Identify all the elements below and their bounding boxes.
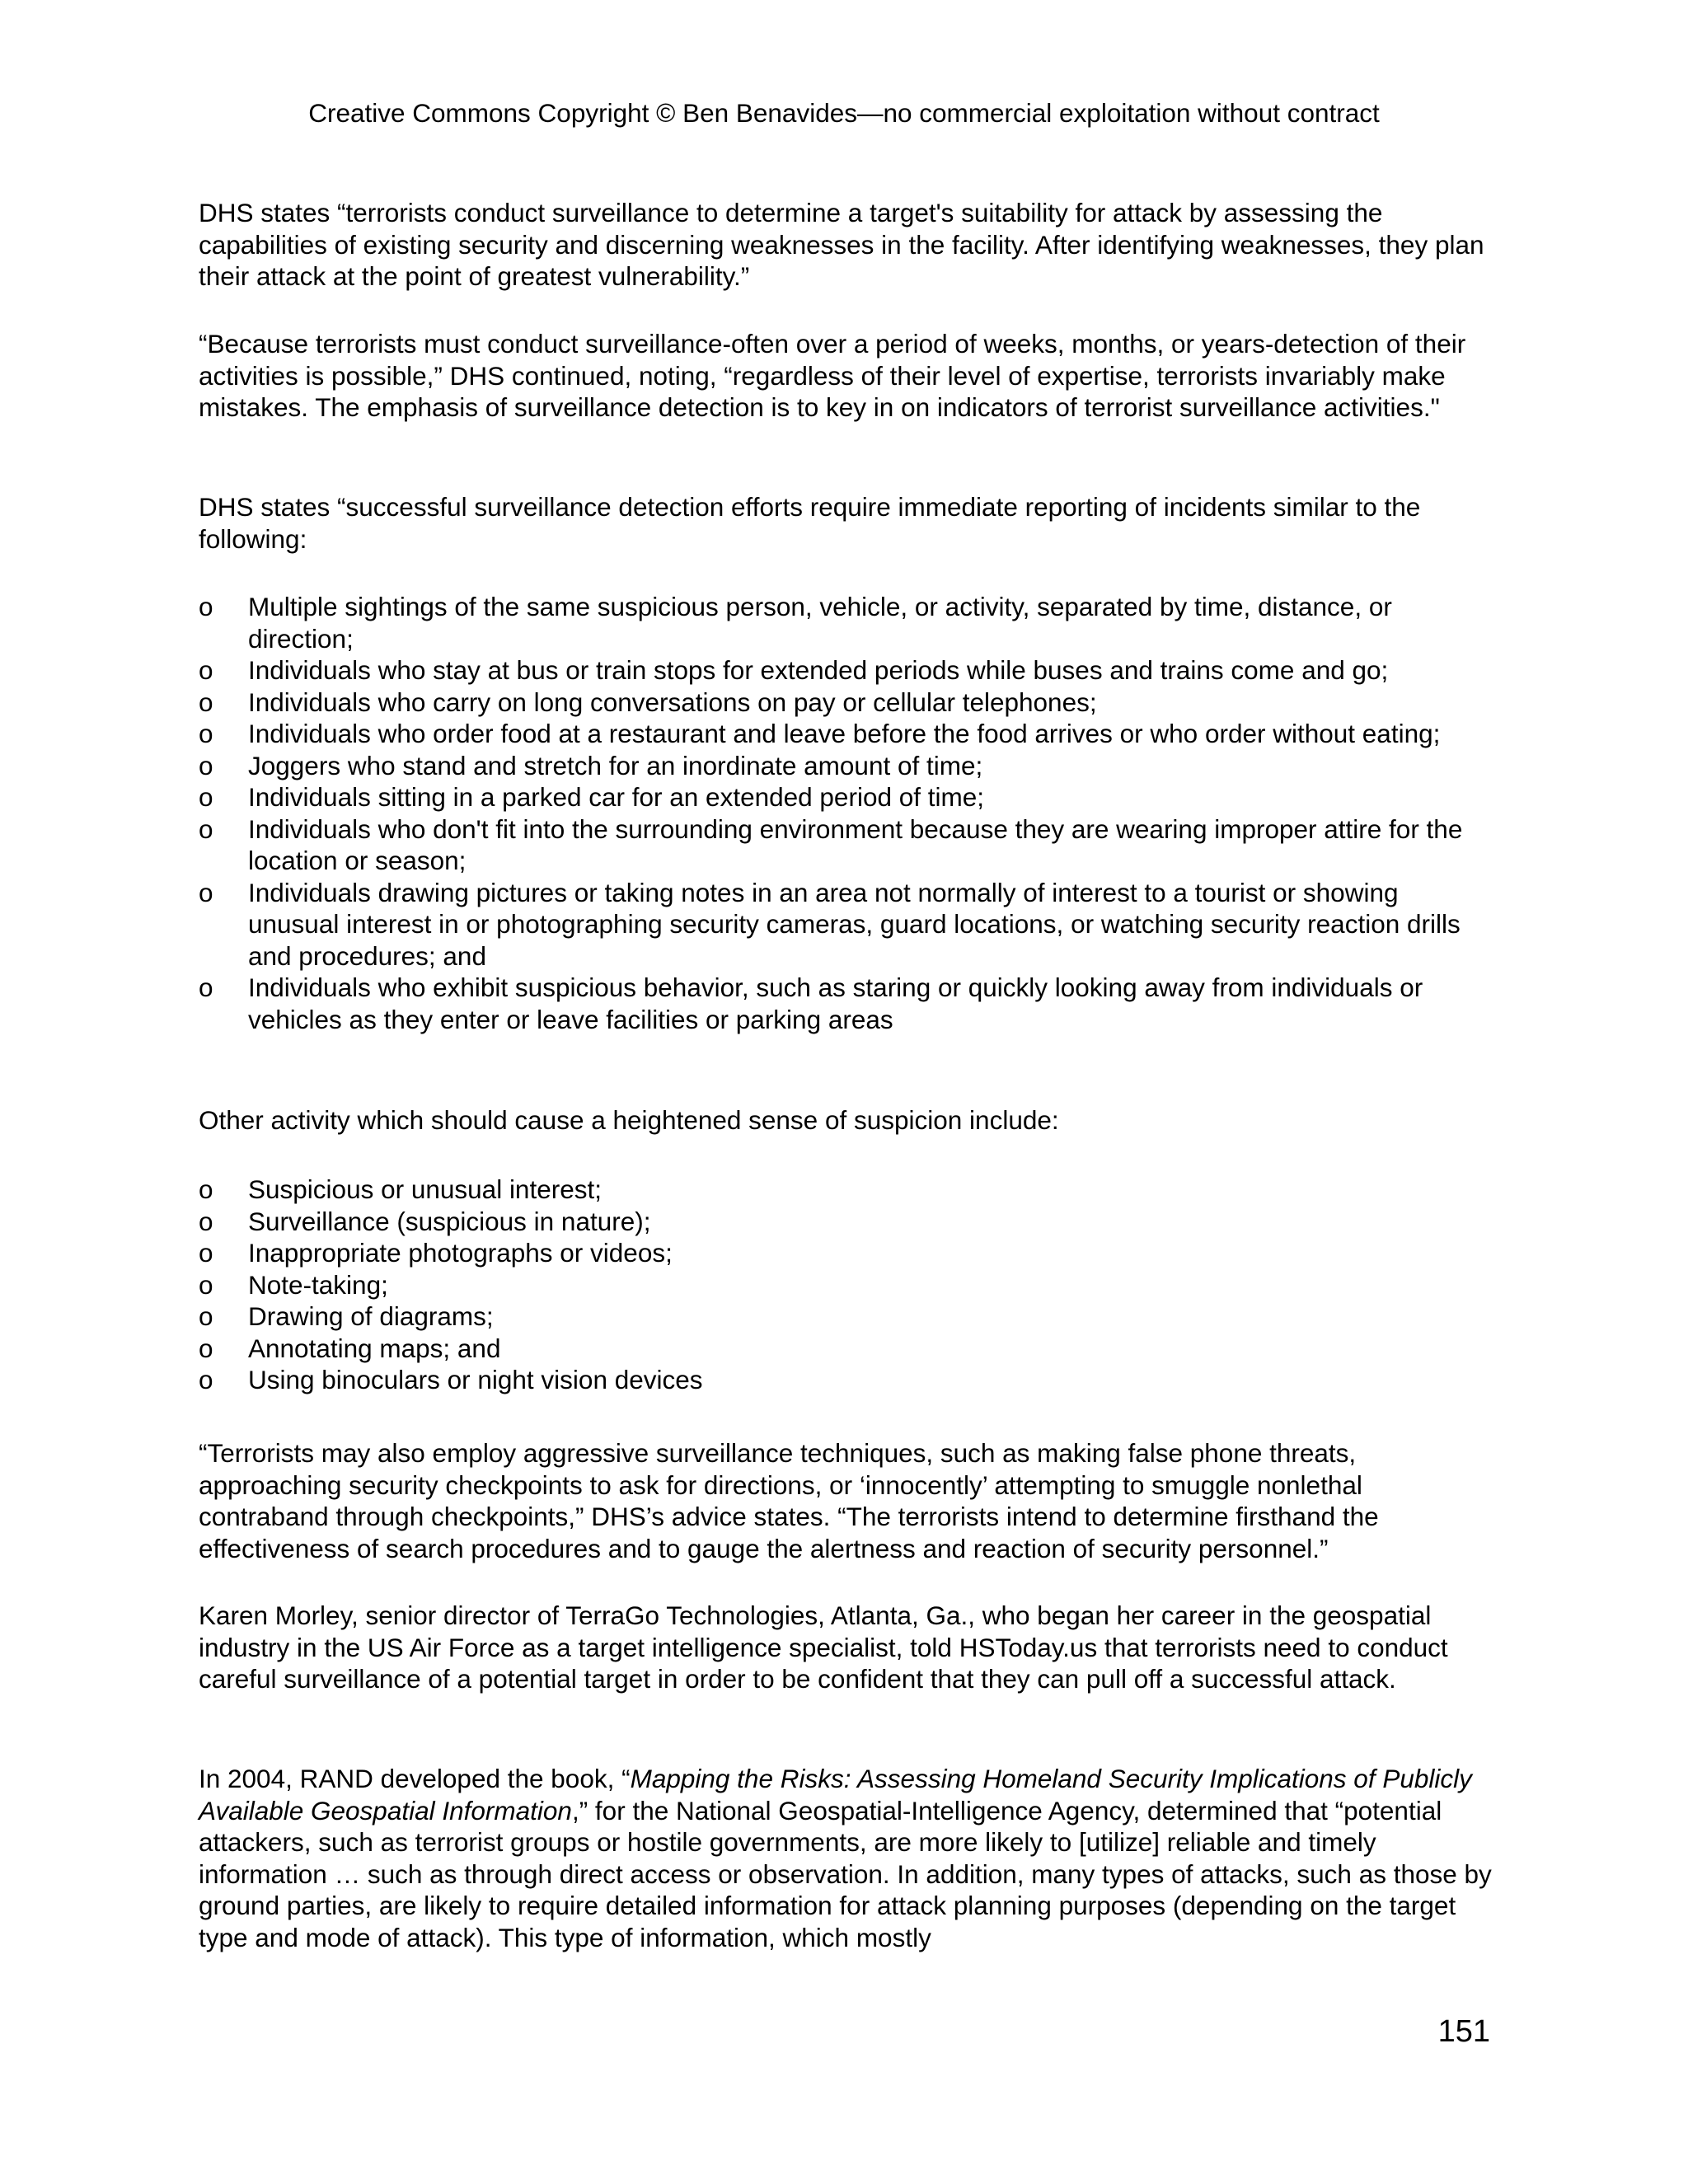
list-item [199, 654, 1493, 687]
list-item-text: Using binoculars or night vision devices [248, 1365, 703, 1394]
book-title: Mapping the Risks: Assessing Homeland Security Implications of Publicly Available Geospatial Information [199, 1764, 1472, 1825]
bullet-marker: o [199, 750, 213, 780]
list-item [199, 718, 1493, 750]
paragraph-reporting-intro: DHS states “successful surveillance detection efforts require immediate reporting of incidents similar to the following: [199, 492, 1421, 554]
list-item [199, 1174, 1493, 1206]
bullet-marker: o [199, 1333, 213, 1363]
list-item-text: Individuals who don't fit into the surrounding environment because they are wearing improper attire for the location or season; [248, 813, 1463, 875]
bullet-marker: o [199, 719, 213, 748]
paragraph-other-activity: Other activity which should cause a heightened sense of suspicion include: [199, 1105, 1059, 1135]
list-item [199, 813, 1493, 877]
list-item [199, 1206, 1493, 1238]
list-item-text: Inappropriate photographs or videos; [248, 1238, 673, 1268]
bullet-marker: o [199, 687, 213, 717]
rand-text-start: In 2004, RAND developed the book, “ [199, 1764, 631, 1793]
list-item-text: Individuals who carry on long conversations on pay or cellular telephones; [248, 687, 1097, 717]
bullet-marker: o [199, 1206, 213, 1236]
bullet-marker: o [199, 972, 213, 1002]
bullet-marker: o [199, 877, 213, 907]
paragraph-karen-morley: Karen Morley, senior director of TerraGo Technologies, Atlanta, Ga., who began her career in the geospatial industry in the US Air Force as a target intelligence specialist, told HSToday.us that terrorists need to conduct careful surveillance of a potential target in order to be confident that they can pull off a successful attack. [199, 1601, 1448, 1694]
bullet-marker: o [199, 1365, 213, 1394]
list-item [199, 1301, 1493, 1333]
list-item-text: Individuals who order food at a restaurant and leave before the food arrives or who order without eating; [248, 719, 1441, 748]
list-item-text: Surveillance (suspicious in nature); [248, 1206, 651, 1236]
rand-text-rest: ,” for the National Geospatial-Intelligence Agency, determined that “potential attackers, such as terrorist groups or hostile governments, are more likely to [utilize] reliable and timely information … such as through direct access or observation. In addition, many types of attacks, such as those by ground parties, are likely to require detailed information for attack planning purposes (depending on the target type and mode of attack). This type of information, which mostly [199, 1795, 1492, 1952]
list-item-text: Individuals sitting in a parked car for an extended period of time; [248, 782, 985, 812]
paragraph-dhs-surveillance: DHS states “terrorists conduct surveillance to determine a target's suitability for attack by assessing the capabilities of existing security and discerning weaknesses in the facility. After identifying weaknesses, they plan their attack at the point of greatest vulnerability.” [199, 198, 1484, 291]
paragraph-detection-possible: “Because terrorists must conduct surveillance-often over a period of weeks, months, or years-detection of their activities is possible,” DHS continued, noting, “regardless of their level of expertise, terrorists invariably make mistakes. The emphasis of surveillance detection is to key in on indicators of terrorist surveillance activities." [199, 329, 1466, 422]
page-header: Creative Commons Copyright © Ben Benavides—no commercial exploitation without contract [308, 98, 1380, 128]
list-item-text: Individuals drawing pictures or taking notes in an area not normally of interest to a tourist or showing unusual interest in or photographing security cameras, guard locations, or watching security reaction drills and procedures; and [248, 877, 1461, 971]
list-item [199, 591, 1493, 654]
list-item-text: Multiple sightings of the same suspicious person, vehicle, or activity, separated by time, distance, or direction; [248, 592, 1392, 654]
list-item-text: Note-taking; [248, 1269, 388, 1300]
suspicion-list [199, 1174, 1493, 1396]
list-item-text: Individuals who stay at bus or train stops for extended periods while buses and trains come and go; [248, 655, 1389, 685]
list-item-text: Suspicious or unusual interest; [248, 1174, 602, 1204]
list-item [199, 1364, 1493, 1396]
list-item [199, 972, 1493, 1035]
list-item-text: Annotating maps; and [248, 1333, 501, 1363]
bullet-marker: o [199, 1174, 213, 1204]
bullet-marker: o [199, 1269, 213, 1300]
paragraph-aggressive-techniques: “Terrorists may also employ aggressive surveillance techniques, such as making false phone threats, approaching security checkpoints to ask for directions, or ‘innocently’ attempting to smuggle nonlethal contraband through checkpoints,” DHS’s advice states. “The terrorists intend to determine firsthand the effectiveness of search procedures and to gauge the alertness and reaction of security personnel.” [199, 1438, 1379, 1563]
bullet-marker: o [199, 655, 213, 685]
bullet-marker: o [199, 592, 213, 621]
bullet-marker: o [199, 1301, 213, 1331]
list-item [199, 1269, 1493, 1301]
list-item-text: Drawing of diagrams; [248, 1301, 494, 1331]
list-item [199, 1333, 1493, 1365]
page-number: 151 [1437, 2014, 1490, 2049]
bullet-marker: o [199, 782, 213, 812]
list-item [199, 750, 1493, 782]
paragraph-rand-2004 [199, 1763, 1493, 1953]
list-item [199, 1237, 1493, 1269]
list-item-text: Individuals who exhibit suspicious behavior, such as staring or quickly looking away from individuals or vehicles as they enter or leave facilities or parking areas [248, 972, 1423, 1034]
list-item-text: Joggers who stand and stretch for an inordinate amount of time; [248, 750, 983, 780]
bullet-marker: o [199, 813, 213, 844]
bullet-marker: o [199, 1238, 213, 1268]
list-item [199, 687, 1493, 719]
list-item [199, 877, 1493, 972]
list-item [199, 781, 1493, 813]
incident-list [199, 591, 1493, 1035]
